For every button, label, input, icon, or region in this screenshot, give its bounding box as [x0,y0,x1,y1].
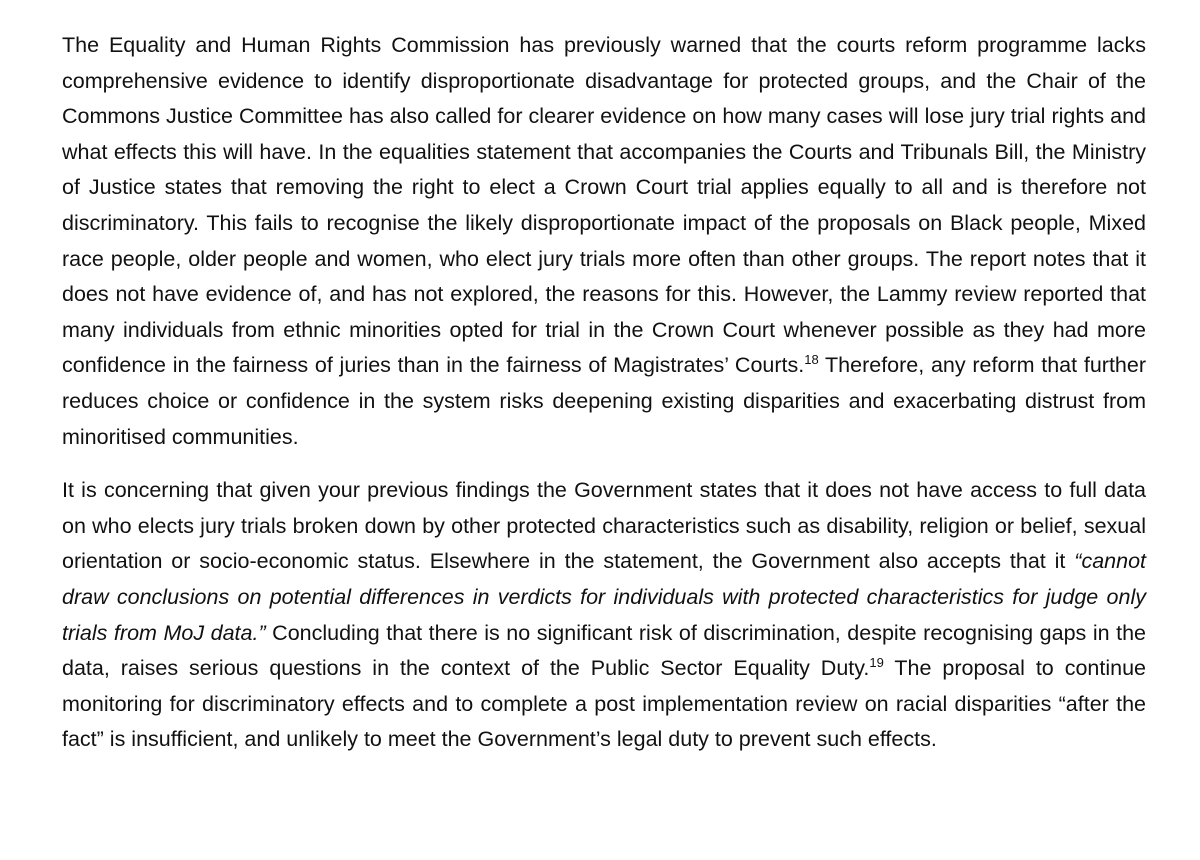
paragraph-1-text-b: Therefore, any reform that further reduces choice or confidence in the system risks deepening existing disparities and exacerbating distrust from minoritised communities. [62,353,1146,449]
footnote-ref-18[interactable]: 18 [804,352,819,368]
paragraph-2-text-a: It is concerning that given your previous findings the Government states that it does not have access to full data on who elects jury trials broken down by other protected characteristics such as disability, religion or belief, sexual orientation or socio-economic status. Elsewhere in the statement, the Government also accepts that it [62,478,1146,574]
paragraph-2-text-b: Concluding that there is no significant risk of discrimination, despite recognising gaps in the data, raises serious questions in the context of the Public Sector Equality Duty. [62,620,1146,681]
footnote-ref-19[interactable]: 19 [869,654,884,670]
paragraph-1 [62,28,1146,455]
paragraph-2-text-c: The proposal to continue monitoring for discriminatory effects and to complete a post implementation review on racial disparities “after the fact” is insufficient, and unlikely to meet the Government’s legal duty to prevent such effects. [62,656,1146,752]
paragraph-2 [62,473,1146,758]
document-body [62,28,1146,758]
paragraph-2-quote: “cannot draw conclusions on potential differences in verdicts for individuals with protected characteristics for judge only trials from MoJ data.” [62,549,1146,645]
paragraph-1-text-a: The Equality and Human Rights Commission has previously warned that the courts reform programme lacks comprehensive evidence to identify disproportionate disadvantage for protected groups, and the Chair of the Commons Justice Committee has also called for clearer evidence on how many cases will lose jury trial rights and what effects this will have. In the equalities statement that accompanies the Courts and Tribunals Bill, the Ministry of Justice states that removing the right to elect a Crown Court trial applies equally to all and is therefore not discriminatory. This fails to recognise the likely disproportionate impact of the proposals on Black people, Mixed race people, older people and women, who elect jury trials more often than other groups. The report notes that it does not have evidence of, and has not explored, the reasons for this. However, the Lammy review reported that many individuals from ethnic minorities opted for trial in the Crown Court whenever possible as they had more confidence in the fairness of juries than in the fairness of Magistrates’ Courts. [62,33,1146,378]
